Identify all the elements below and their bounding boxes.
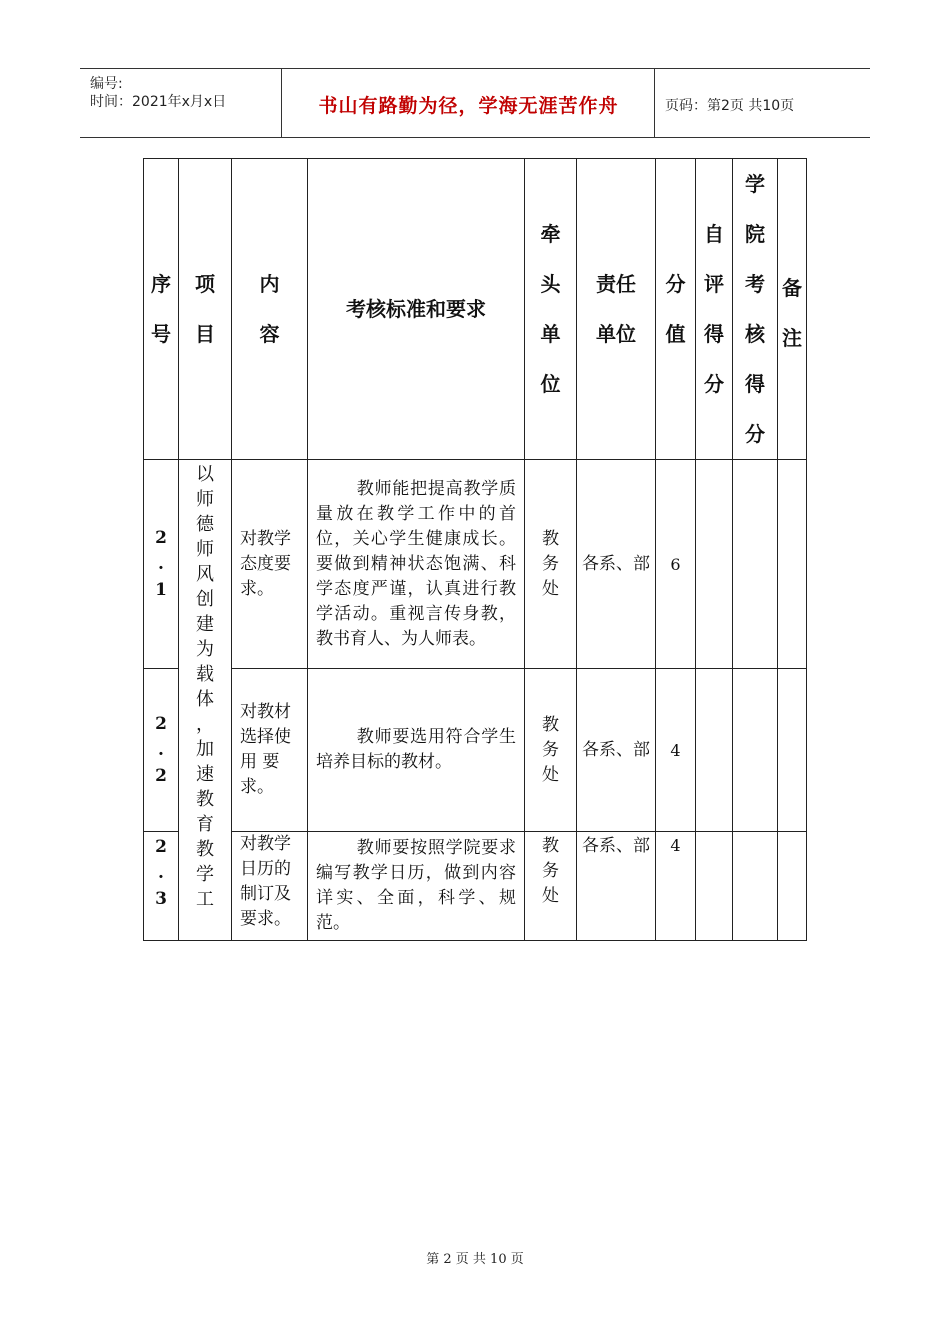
time-label: 时间：2021年x月x日: [90, 94, 227, 110]
row-self-score: [696, 669, 733, 832]
row-content: 对教学日历的制订及要求。: [232, 832, 308, 941]
row-remark: [778, 669, 807, 832]
assessment-table: [143, 158, 807, 941]
row-remark: [778, 832, 807, 941]
project-cell: 以 师 德 师 风 创 建 为 载 体 ， 加 速 教 育 教 学 工: [179, 460, 232, 941]
motto: 书山有路勤为径，学海无涯苦作舟: [318, 95, 619, 117]
row-lead-unit: 教 务 处: [525, 832, 577, 941]
row-standard: 教师能把提高教学质量放在教学工作中的首位，关心学生健康成长。要做到精神状态饱满、科学态度严谨，认真进行教学活动。重视言传身教，教书育人、为人师表。: [308, 460, 525, 669]
row-lead-unit: 教 务 处: [525, 460, 577, 669]
row-seq: 2 . 2: [144, 669, 179, 832]
table-row: [144, 669, 807, 832]
serial-label: 编号:: [90, 76, 123, 92]
header-seq: 序 号: [144, 159, 179, 460]
row-standard: 教师要按照学院要求编写教学日历，做到内容详实、全面，科学、规范。: [308, 832, 525, 941]
header-score: 分 值: [656, 159, 696, 460]
header-standard: 考核标准和要求: [308, 159, 525, 460]
row-seq: 2 . 1: [144, 460, 179, 669]
header-content: 内 容: [232, 159, 308, 460]
row-college-score: [733, 669, 778, 832]
header-resp-unit: 责任 单位: [577, 159, 656, 460]
row-content: 对教学态度要求。: [232, 460, 308, 669]
row-content: 对教材选择使用 要求。: [232, 669, 308, 832]
row-resp-unit: 各系、部: [577, 460, 656, 669]
table-row: [144, 832, 807, 941]
page-info: 页码：第2页 共10页: [665, 98, 795, 114]
header-remark: 备 注: [778, 159, 807, 460]
header-self-score: 自 评 得 分: [696, 159, 733, 460]
header-college-score: 学 院 考 核 得 分: [733, 159, 778, 460]
page-footer: 第 2 页 共 10 页: [426, 1252, 524, 1267]
header-motto-cell: [282, 69, 655, 137]
row-score: 4: [656, 669, 696, 832]
header-meta-cell: [80, 69, 282, 137]
row-self-score: [696, 832, 733, 941]
row-self-score: [696, 460, 733, 669]
row-seq: 2 . 3: [144, 832, 179, 941]
row-college-score: [733, 460, 778, 669]
header-project: 项 目: [179, 159, 232, 460]
row-score: 6: [656, 460, 696, 669]
row-resp-unit: 各系、部: [577, 832, 656, 941]
header-row: [144, 159, 807, 460]
page-header: [80, 68, 870, 138]
row-college-score: [733, 832, 778, 941]
header-page-cell: [655, 69, 870, 137]
row-standard: 教师要选用符合学生培养目标的教材。: [308, 669, 525, 832]
row-score: 4: [656, 832, 696, 941]
row-lead-unit: 教 务 处: [525, 669, 577, 832]
row-resp-unit: 各系、部: [577, 669, 656, 832]
row-remark: [778, 460, 807, 669]
table-row: [144, 460, 807, 669]
header-lead-unit: 牵 头 单 位: [525, 159, 577, 460]
